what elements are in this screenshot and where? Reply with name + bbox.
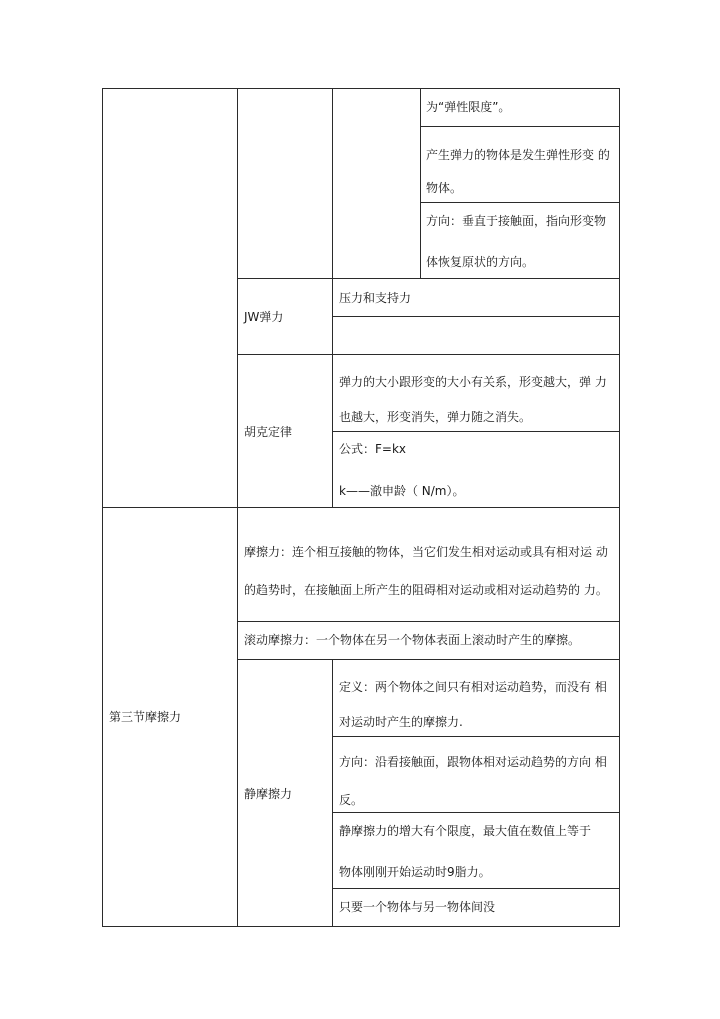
row-divider-jw xyxy=(237,278,620,279)
row-divider-static-dir xyxy=(332,736,620,737)
static-def-line2: 对运动时产生的摩擦力. xyxy=(339,715,463,729)
pressure-support-text: 压力和支持力 xyxy=(339,291,412,305)
static-def-line1: 定义：两个物体之间只有相对运动趋势，而没有 相 xyxy=(339,680,607,694)
row-divider-rolling xyxy=(237,621,620,622)
static-max-line1: 静摩擦力的增大有个限度，最大值在数值上等于 xyxy=(339,824,592,838)
hooke-desc-line1: 弹力的大小跟形变的大小有关系，形变越大，弹 力 xyxy=(339,375,607,389)
friction-def-line2: 的趋势时，在接触面上所产生的阻碍相对运动或相对运动趋势的 力。 xyxy=(244,583,608,597)
direction-text-line1: 方向：垂直于接触面，指向形变物 xyxy=(426,214,607,228)
col-divider-3 xyxy=(420,88,421,278)
row-divider-pressure xyxy=(332,316,620,317)
row-divider-formula xyxy=(332,431,620,432)
row-divider-static xyxy=(237,659,620,660)
row-divider-elastic-limit xyxy=(420,126,620,127)
col-divider-2-upper xyxy=(332,88,333,278)
table-border-bottom xyxy=(102,926,620,927)
col-divider-2-lower xyxy=(332,659,333,927)
col-divider-2-middle xyxy=(332,278,333,508)
jw-elastic-label: JW弹力 xyxy=(244,310,284,324)
static-dir-line1: 方向：沿看接触面，跟物体相对运动趋势的方向 相 xyxy=(339,755,607,769)
friction-def-line1: 摩擦力：连个相互接触的物体，当它们发生相对运动或具有相对运 动 xyxy=(244,545,608,559)
row-divider-section3 xyxy=(102,507,620,508)
static-dir-line2: 反。 xyxy=(339,793,364,807)
static-last-text: 只要一个物体与另一物体间没 xyxy=(339,900,496,914)
static-friction-label: 静摩擦力 xyxy=(244,787,293,801)
row-divider-static-last xyxy=(332,888,620,889)
formula-text: 公式：F=kx xyxy=(339,442,407,456)
static-max-line2: 物体刚刚开始运动时9脂力。 xyxy=(339,865,491,879)
elastic-object-text-line1: 产生弹力的物体是发生弹性形变 的 xyxy=(426,148,610,162)
row-divider-static-max xyxy=(332,812,620,813)
table-border-top xyxy=(102,88,620,89)
section3-friction-label: 第三节摩擦力 xyxy=(109,710,182,724)
row-divider-hooke xyxy=(237,354,620,355)
rolling-friction-text: 滚动摩擦力：一个物体在另一个物体表面上滚动时产生的摩擦。 xyxy=(244,633,581,647)
direction-text-line2: 体恢复原状的方向。 xyxy=(426,255,535,269)
row-divider-elastic-object xyxy=(420,202,620,203)
k-definition-text: k——澈申龄（ N/m）。 xyxy=(339,484,465,498)
elastic-object-text-line2: 物体。 xyxy=(426,181,463,195)
elastic-limit-text: 为“弹性限度”。 xyxy=(426,100,511,114)
hooke-law-label: 胡克定律 xyxy=(244,425,293,439)
hooke-desc-line2: 也越大，形变消失，弹力随之消失。 xyxy=(339,410,532,424)
